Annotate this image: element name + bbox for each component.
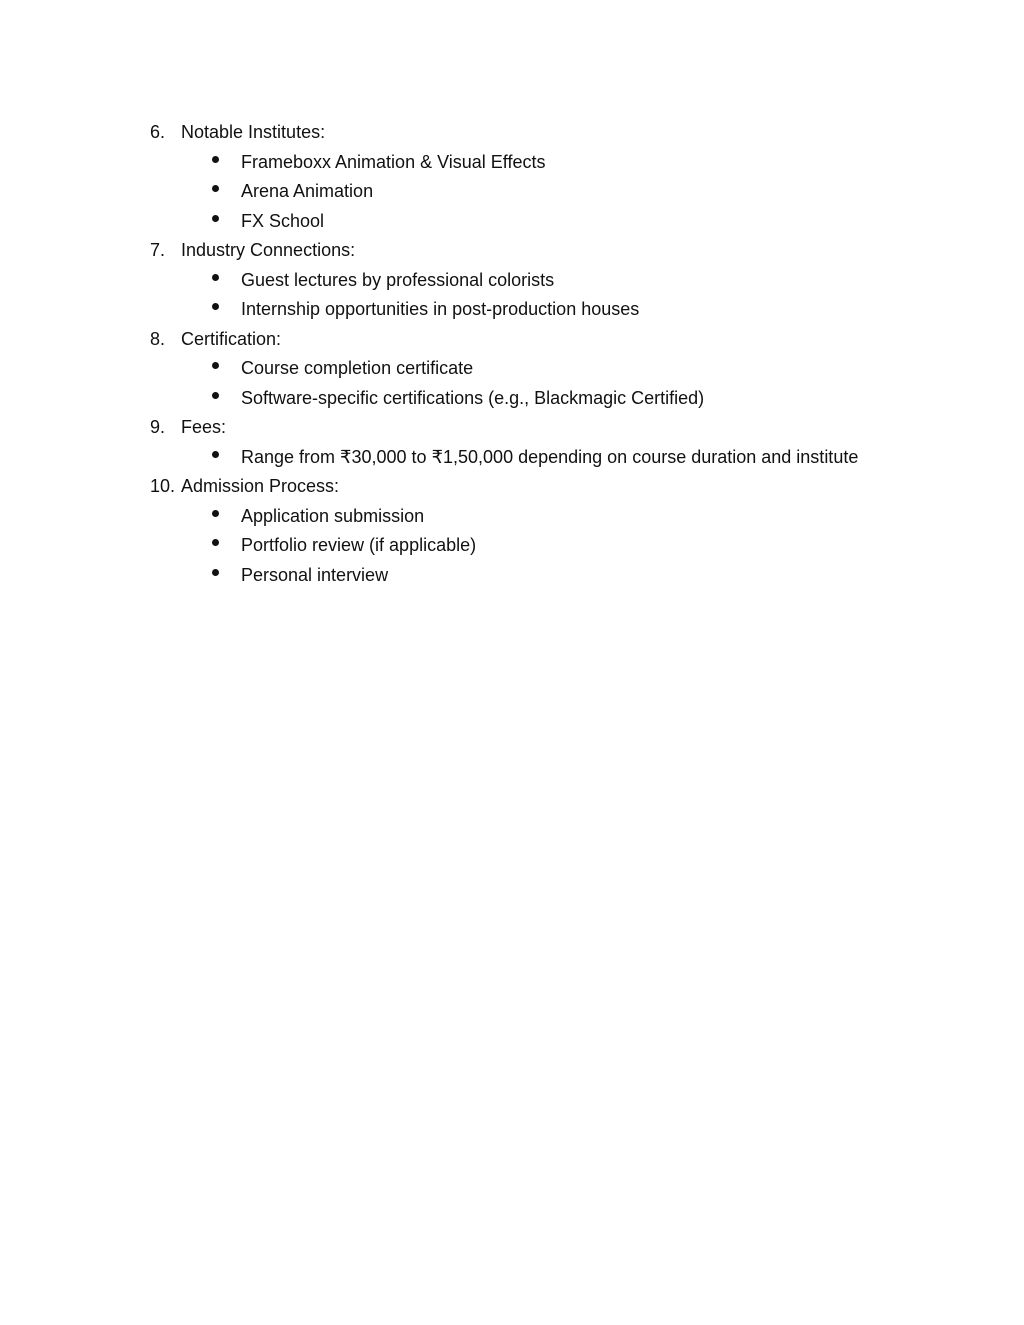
bullet-list xyxy=(150,502,930,591)
list-section-industry-connections xyxy=(150,236,930,325)
list-section-admission-process xyxy=(150,472,930,590)
list-item-text: Range from ₹30,000 to ₹1,50,000 depending on course duration and institute xyxy=(241,446,859,467)
heading-label: Admission Process: xyxy=(181,476,340,496)
section-heading xyxy=(150,236,930,266)
list-number: 10. xyxy=(150,476,176,496)
list-item xyxy=(150,354,930,384)
section-heading xyxy=(150,472,930,502)
bullet-list xyxy=(150,443,930,473)
list-item-text: Frameboxx Animation & Visual Effects xyxy=(241,151,546,172)
list-item xyxy=(150,443,930,473)
list-number: 8. xyxy=(150,328,166,349)
bullet-list xyxy=(150,354,930,413)
list-item xyxy=(150,207,930,237)
list-item-text: Personal interview xyxy=(241,564,389,585)
list-section-notable-institutes xyxy=(150,118,930,236)
list-section-certification xyxy=(150,325,930,414)
list-item-text: FX School xyxy=(241,210,325,231)
heading-label: Certification: xyxy=(181,328,282,349)
list-item xyxy=(150,148,930,178)
list-item xyxy=(150,502,930,532)
list-number: 6. xyxy=(150,122,166,142)
section-heading xyxy=(150,413,930,443)
list-section-fees xyxy=(150,413,930,472)
list-item xyxy=(150,266,930,296)
list-item-text: Portfolio review (if applicable) xyxy=(241,535,477,555)
bullet-list xyxy=(150,266,930,325)
list-item-text: Application submission xyxy=(241,505,425,526)
section-heading xyxy=(150,325,930,355)
list-item xyxy=(150,177,930,207)
list-item-text: Guest lectures by professional colorists xyxy=(241,269,555,290)
list-number: 7. xyxy=(150,240,166,260)
section-heading xyxy=(150,118,930,148)
list-item xyxy=(150,295,930,325)
list-item xyxy=(150,531,930,561)
list-number: 9. xyxy=(150,417,166,437)
list-item-text: Course completion certificate xyxy=(241,358,474,378)
numbered-list xyxy=(150,118,930,590)
heading-label: Industry Connections: xyxy=(181,240,356,260)
list-item xyxy=(150,561,930,591)
list-item xyxy=(150,384,930,414)
list-item-text: Internship opportunities in post-production houses xyxy=(241,299,640,319)
heading-label: Notable Institutes: xyxy=(181,122,326,142)
list-item-text: Software-specific certifications (e.g., Blackmagic Certified) xyxy=(241,387,705,408)
list-item-text: Arena Animation xyxy=(241,181,374,201)
bullet-list xyxy=(150,148,930,237)
heading-label: Fees: xyxy=(181,417,227,437)
